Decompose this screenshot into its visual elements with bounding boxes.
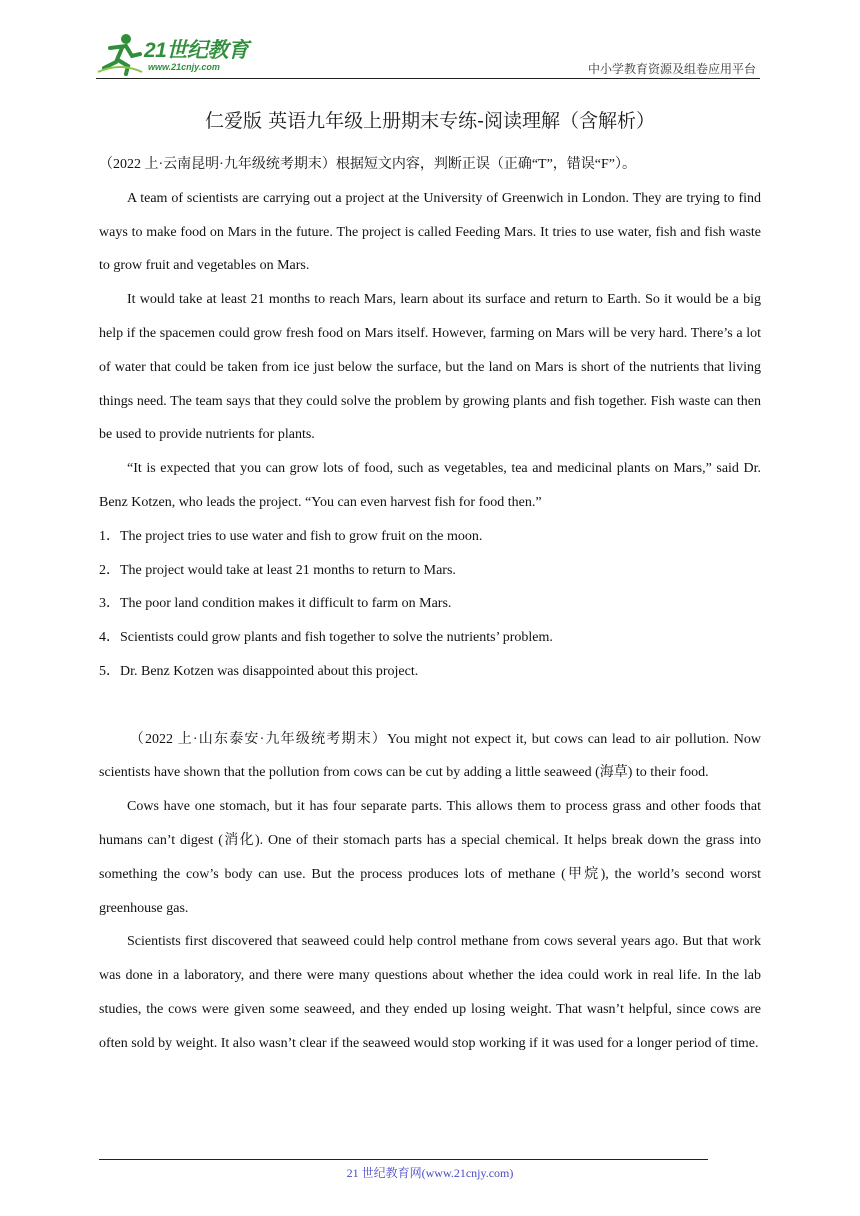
footer-divider [99,1159,708,1160]
question-number: 5． [99,663,120,679]
question-text: The poor land condition makes it difficult to farm on Mars. [120,596,452,612]
passage2-paragraph: Cows have one stomach, but it has four separate parts. This allows them to process grass and other foods that humans can’t digest (消化). One of their stomach parts has a special chemical. It helps break down the grass into something the cow’s body can use. But the process produces lots of methane (甲烷), the world’s second worst greenhouse gas. [99,799,761,916]
passage2-paragraph: Scientists first discovered that seaweed could help control methane from cows several years ago. But that work was done in a laboratory, and there were many questions about whether the idea could work in real life. In the lab studies, the cows were given some seaweed, and they ended up losing weight. That wasn’t helpful, since cows are often sold by weight. It also wasn’t clear if the seaweed would stop working if it was used for a longer period of time. [99,934,761,1051]
passage1-paragraph: It would take at least 21 months to reach Mars, learn about its surface and return to Earth. So it would be a big help if the spacemen could grow fresh food on Mars itself. However, farming on Mars will be very hard. There’s a lot of water that could be taken from ice just below the surface, but the land on Mars is short of the nutrients that living things need. The team says that they could solve the problem by growing plants and fish together. Fish waste can then be used to provide nutrients for plants. [99,292,761,443]
document-body [99,148,761,1061]
question-item [99,554,761,588]
runner-logo-icon [96,32,144,76]
question-number: 1． [99,528,120,544]
passage1-paragraph: A team of scientists are carrying out a project at the University of Greenwich in London. They are trying to find ways to make food on Mars in the future. The project is called Feeding Mars. It tries to use water, fish and fish waste to grow fruit and vegetables on Mars. [99,190,761,274]
question-number: 3． [99,596,120,612]
site-logo[interactable] [96,32,266,76]
logo-text: 21世纪教育 [144,39,249,62]
question-item [99,520,761,554]
question-text: The project would take at least 21 months to return to Mars. [120,562,456,578]
question-item [99,621,761,655]
footer-link[interactable]: 21 世纪教育网(www.21cnjy.com) [346,1166,514,1180]
question-text: Dr. Benz Kotzen was disappointed about this project. [120,663,419,679]
question-number: 2． [99,562,120,578]
passage2-intro: （2022 上·山东泰安·九年级统考期末）You might not expect it, but cows can lead to air pollution. Now scientists have shown that the pollution from cows can be cut by adding a little seaweed (海草) to their food. [99,731,761,781]
section-gap [99,689,761,723]
passage1-source: （2022 上·云南昆明·九年级统考期末）根据短文内容，判断正误（正确“T”，错误“F”）。 [99,157,637,172]
page-header [96,30,760,79]
page-title: 仁爱版 英语九年级上册期末专练-阅读理解（含解析） [205,110,655,132]
question-number: 4． [99,630,120,646]
question-item [99,587,761,621]
passage1-paragraph: “It is expected that you can grow lots of food, such as vegetables, tea and medicinal plants on Mars,” said Dr. Benz Kotzen, who leads the project. “You can even harvest fish for food then.” [99,461,761,510]
question-item [99,655,761,689]
platform-tagline: 中小学教育资源及组卷应用平台 [587,62,756,76]
logo-url: www.21cnjy.com [148,62,220,72]
question-text: Scientists could grow plants and fish together to solve the nutrients’ problem. [120,630,553,646]
question-text: The project tries to use water and fish to grow fruit on the moon. [120,528,483,544]
